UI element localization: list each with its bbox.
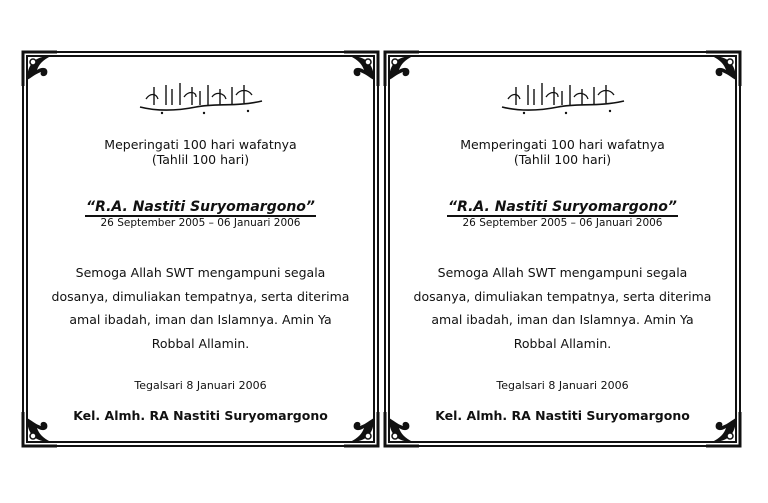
intro-line-1: Memperingati 100 hari wafatnya <box>460 137 665 152</box>
intro-line-2: (Tahlil 100 hari) <box>151 152 250 167</box>
bismillah-calligraphy-icon <box>498 77 628 117</box>
intro-line-2: (Tahlil 100 hari) <box>513 152 612 167</box>
intro-line-1: Meperingati 100 hari wafatnya <box>104 137 297 152</box>
memorial-card-right <box>384 51 741 447</box>
prayer-line-3: amal ibadah, iman dan Islamnya. Amin Ya <box>69 312 332 327</box>
card-content <box>22 51 379 447</box>
bismillah-calligraphy-icon <box>136 77 266 117</box>
deceased-name <box>384 199 741 215</box>
prayer-line-4: Robbal Allamin. <box>513 335 612 351</box>
card-content <box>384 51 741 447</box>
prayer-line-2: dosanya, dimuliakan tempatnya, serta diterima <box>413 288 712 304</box>
memorial-intro <box>22 137 379 167</box>
life-dates: 26 September 2005 – 06 Januari 2006 <box>462 217 663 229</box>
deceased-name <box>22 199 379 215</box>
deceased-name-text: “R.A. Nastiti Suryomargono” <box>86 199 315 215</box>
family-signature: Kel. Almh. RA Nastiti Suryomargono <box>435 408 690 423</box>
prayer-line-3: amal ibadah, iman dan Islamnya. Amin Ya <box>431 312 694 327</box>
prayer-text <box>384 261 741 355</box>
family-signature: Kel. Almh. RA Nastiti Suryomargono <box>73 408 328 423</box>
prayer-line-4: Robbal Allamin. <box>151 335 250 351</box>
memorial-card-left <box>22 51 379 447</box>
place-date: Tegalsari 8 Januari 2006 <box>496 379 629 392</box>
prayer-line-1: Semoga Allah SWT mengampuni segala <box>437 265 688 280</box>
memorial-intro <box>384 137 741 167</box>
deceased-name-text: “R.A. Nastiti Suryomargono” <box>448 199 677 215</box>
prayer-line-1: Semoga Allah SWT mengampuni segala <box>75 265 326 280</box>
prayer-text <box>22 261 379 355</box>
place-date: Tegalsari 8 Januari 2006 <box>134 379 267 392</box>
prayer-line-2: dosanya, dimuliakan tempatnya, serta diterima <box>51 288 350 304</box>
life-dates: 26 September 2005 – 06 Januari 2006 <box>100 217 301 229</box>
